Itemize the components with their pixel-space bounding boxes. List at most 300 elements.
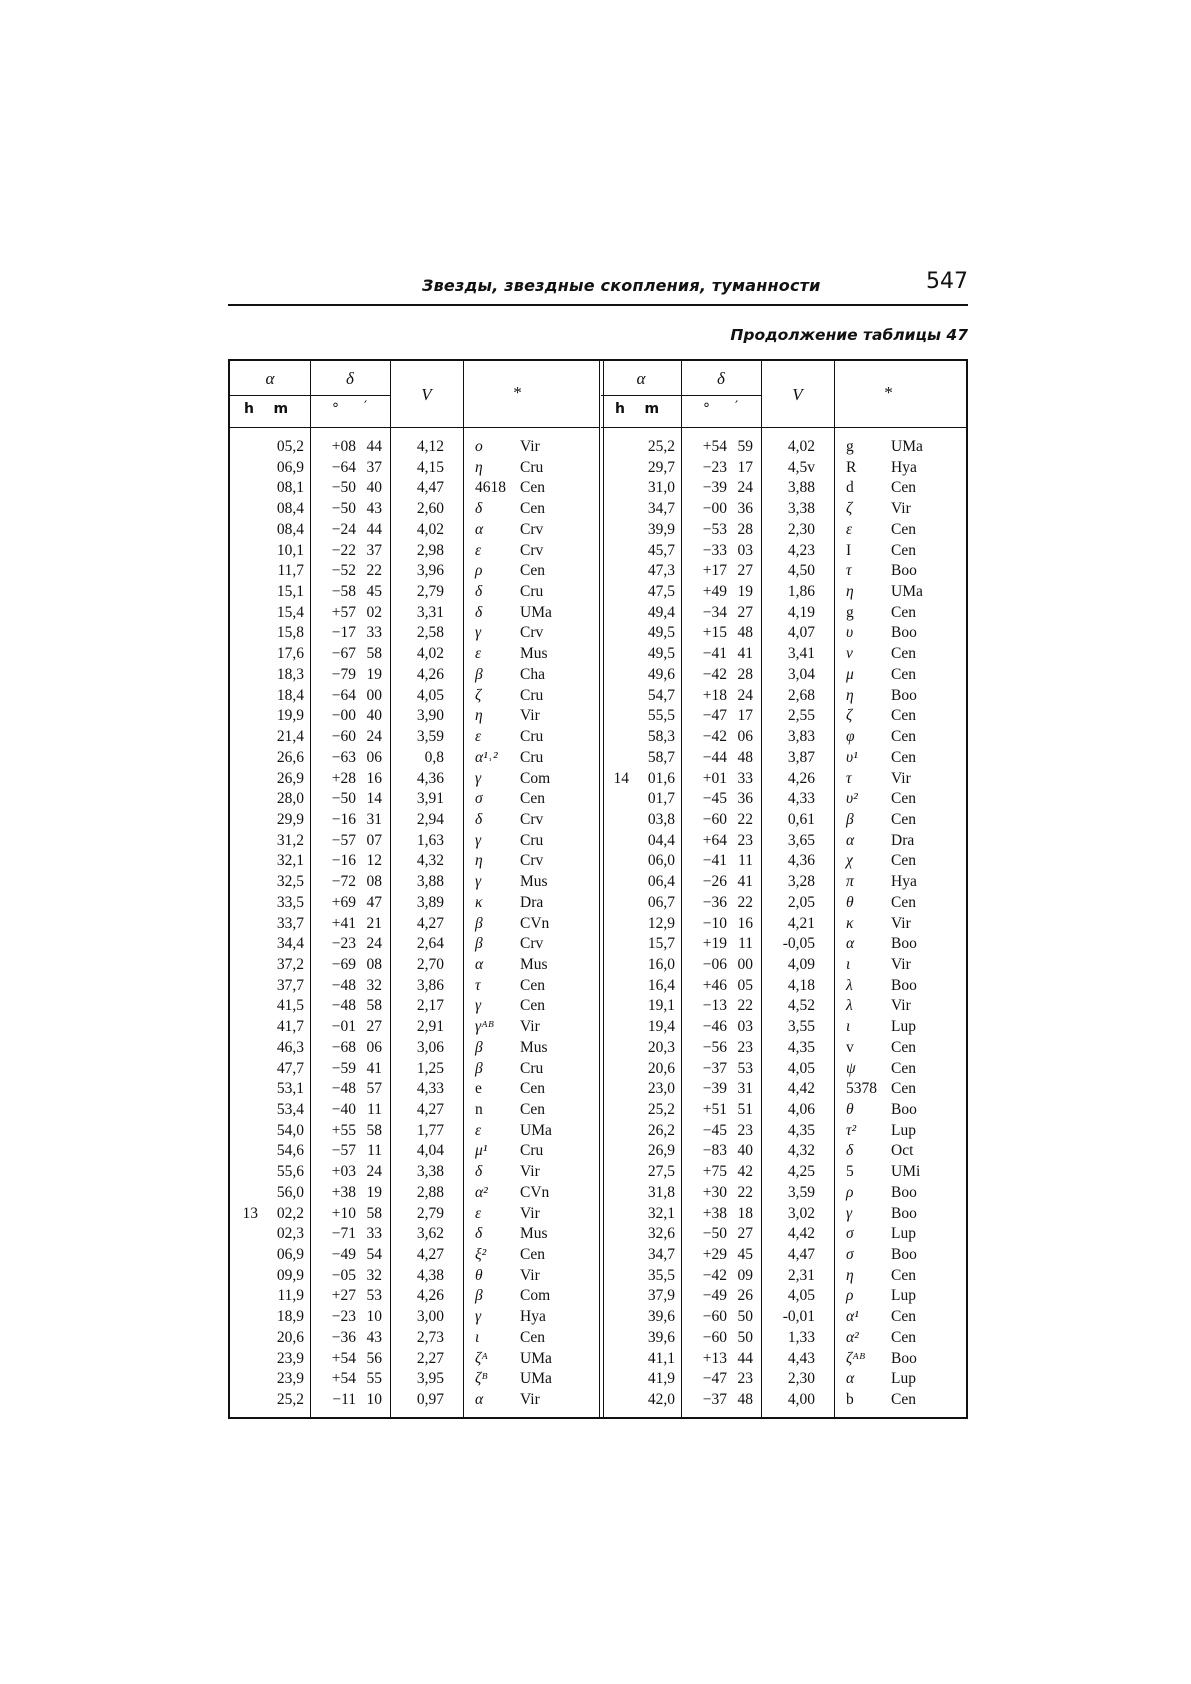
- table-row: [230, 1328, 599, 1349]
- magnitude: 2,05: [787, 893, 815, 911]
- magnitude: 2,58: [416, 624, 444, 642]
- dec-degrees: −34: [702, 603, 727, 621]
- constellation: Cen: [891, 810, 916, 828]
- ra-minutes: 31,8: [647, 1183, 675, 1201]
- ra-minutes: 54,0: [276, 1121, 304, 1139]
- dec-minutes: 10: [366, 1391, 382, 1409]
- ra-minutes: 10,1: [276, 541, 304, 559]
- dec-minutes: 26: [737, 1287, 753, 1305]
- dec-minutes: 23: [737, 1121, 753, 1139]
- constellation: Dra: [520, 893, 544, 911]
- magnitude: 1,77: [416, 1121, 444, 1139]
- star-designation: μ: [846, 665, 854, 683]
- star-designation: ε: [846, 520, 853, 538]
- magnitude: 4,38: [416, 1266, 444, 1284]
- ra-minutes: 39,9: [647, 520, 675, 538]
- ra-minutes: 20,3: [647, 1038, 675, 1056]
- dec-minutes: 58: [366, 997, 382, 1015]
- dec-degrees: −57: [331, 831, 356, 849]
- magnitude: 4,43: [787, 1349, 815, 1367]
- ra-minutes: 25,2: [647, 438, 675, 455]
- dec-degrees: −42: [702, 665, 727, 683]
- constellation: Com: [520, 1287, 551, 1305]
- constellation: Vir: [891, 914, 911, 932]
- ra-minutes: 29,9: [276, 810, 304, 828]
- ra-minutes: 23,0: [647, 1080, 675, 1098]
- magnitude: 3,86: [416, 976, 444, 994]
- dec-minutes: 19: [366, 1183, 382, 1201]
- dec-minute-unit: ′: [364, 399, 368, 415]
- constellation: Cen: [891, 603, 916, 621]
- ra-minutes: 37,2: [276, 955, 304, 973]
- constellation: Cen: [520, 976, 545, 994]
- dec-degrees: −37: [702, 1059, 727, 1077]
- magnitude: 0,97: [416, 1391, 444, 1409]
- page-number: 547: [926, 269, 968, 294]
- dec-minutes: 12: [366, 852, 382, 870]
- table-row: [230, 499, 599, 520]
- ra-minutes: 17,6: [276, 645, 304, 663]
- table-row: [230, 914, 599, 935]
- dec-minutes: 31: [366, 810, 382, 828]
- magnitude: 4,35: [787, 1038, 815, 1056]
- magnitude: 4,33: [416, 1080, 444, 1098]
- dec-degrees: −47: [702, 1370, 727, 1388]
- dec-degrees: +30: [702, 1183, 727, 1201]
- dec-degrees: +49: [702, 583, 727, 601]
- star-designation: γ: [475, 831, 482, 849]
- ra-minutes: 32,6: [647, 1225, 675, 1243]
- dec-minutes: 50: [737, 1308, 753, 1326]
- constellation: Vir: [891, 997, 911, 1015]
- dec-degrees: −49: [702, 1287, 727, 1305]
- constellation: Hya: [891, 873, 917, 891]
- dec-minutes: 16: [737, 914, 753, 932]
- dec-minutes: 32: [366, 976, 382, 994]
- table-row: [601, 1038, 966, 1059]
- magnitude: 4,21: [787, 914, 815, 932]
- constellation: Lup: [891, 1018, 916, 1036]
- table-row: [601, 458, 966, 479]
- star-designation: χ: [846, 852, 853, 870]
- dec-degrees: −23: [331, 935, 356, 953]
- ra-minutes: 26,9: [276, 769, 304, 787]
- ra-minutes: 39,6: [647, 1308, 675, 1326]
- magnitude: 2,98: [416, 541, 444, 559]
- magnitude: 4,26: [416, 1287, 444, 1305]
- dec-minutes: 22: [366, 562, 382, 580]
- constellation: Crv: [520, 935, 544, 953]
- dec-minutes: 24: [366, 935, 382, 953]
- star-designation: ζ: [475, 686, 482, 704]
- magnitude: 3,62: [416, 1225, 444, 1243]
- ra-minutes: 46,3: [276, 1038, 304, 1056]
- star-designation: I: [846, 541, 852, 559]
- constellation: Cen: [891, 748, 916, 766]
- star-table: [228, 359, 968, 1419]
- dec-minutes: 28: [737, 520, 753, 538]
- dec-degrees: −60: [702, 1308, 727, 1326]
- magnitude: 4,02: [416, 645, 444, 663]
- table-row: [230, 748, 599, 769]
- table-row: [601, 1328, 966, 1349]
- table-row: [601, 872, 966, 893]
- star-designation: δ: [475, 810, 483, 828]
- star-designation: δ: [475, 1225, 483, 1243]
- magnitude: 2,79: [416, 583, 444, 601]
- constellation: Lup: [891, 1121, 916, 1139]
- constellation: Crv: [520, 624, 544, 642]
- star-designation: τ²: [846, 1121, 857, 1139]
- ra-minutes: 42,0: [647, 1391, 675, 1409]
- dec-minutes: 22: [737, 893, 753, 911]
- table-row: [230, 810, 599, 831]
- ra-minutes: 19,9: [276, 707, 304, 725]
- table-row: [601, 1204, 966, 1225]
- star-designation: δ: [475, 500, 483, 518]
- magnitude: 2,17: [416, 997, 444, 1015]
- constellation: Cru: [520, 583, 544, 601]
- dec-minute-unit: ′: [735, 399, 739, 415]
- star-designation: ε: [475, 1121, 482, 1139]
- star-designation: τ: [846, 562, 852, 580]
- ra-minutes: 41,1: [647, 1349, 675, 1367]
- dec-degrees: +19: [702, 935, 727, 953]
- table-row: [601, 582, 966, 603]
- magnitude: 3,91: [416, 790, 444, 808]
- star-designation: η: [846, 686, 854, 704]
- dec-degrees: +17: [702, 562, 727, 580]
- ra-minutes: 19,4: [647, 1018, 675, 1036]
- dec-degrees: +54: [702, 438, 727, 455]
- dec-minutes: 41: [737, 645, 753, 663]
- dec-minutes: 45: [737, 1246, 753, 1264]
- constellation: Cen: [520, 562, 545, 580]
- magnitude: 3,65: [787, 831, 815, 849]
- star-designation: ε: [475, 645, 482, 663]
- star-designation: α²: [475, 1183, 488, 1201]
- ra-minutes: 53,1: [276, 1080, 304, 1098]
- magnitude: 4,00: [787, 1391, 815, 1409]
- ra-minutes: 58,3: [647, 728, 675, 746]
- constellation: Mus: [520, 645, 548, 663]
- dec-degrees: +64: [702, 831, 727, 849]
- dec-minutes: 05: [737, 976, 753, 994]
- table-row: [230, 1204, 599, 1225]
- constellation: Com: [520, 769, 551, 787]
- constellation: CVn: [520, 914, 550, 932]
- dec-degrees: −40: [331, 1101, 356, 1118]
- star-designation: η: [846, 1266, 854, 1284]
- magnitude: 1,25: [416, 1059, 444, 1077]
- ra-minutes: 08,1: [276, 479, 304, 497]
- dec-minutes: 27: [366, 1018, 382, 1036]
- constellation: Cen: [891, 790, 916, 808]
- constellation: Vir: [891, 500, 911, 518]
- table-row: [601, 748, 966, 769]
- dec-minutes: 08: [366, 873, 382, 891]
- table-row: [601, 727, 966, 748]
- ra-minutes: 49,6: [647, 665, 675, 683]
- magnitude: 4,26: [416, 665, 444, 683]
- magnitude: -0,05: [782, 935, 815, 953]
- table-row: [230, 872, 599, 893]
- ra-minutes: 32,1: [647, 1204, 675, 1222]
- dec-degrees: −44: [702, 748, 727, 766]
- star-designation: β: [475, 1059, 483, 1077]
- ra-minutes: 16,4: [647, 976, 675, 994]
- ra-units: h m: [615, 401, 660, 417]
- table-row: [230, 582, 599, 603]
- dec-minutes: 43: [366, 1328, 382, 1346]
- star-designation: ψ: [846, 1059, 856, 1077]
- dec-minutes: 33: [737, 769, 753, 787]
- ra-units: h m: [244, 401, 289, 417]
- dec-degrees: −59: [331, 1059, 356, 1077]
- table-row: [230, 1100, 599, 1121]
- table-row: [230, 1390, 599, 1411]
- star-designation: γ: [475, 997, 482, 1015]
- ra-minutes: 04,4: [647, 831, 675, 849]
- dec-minutes: 57: [366, 1080, 382, 1098]
- star-designation: 4618: [475, 479, 506, 497]
- table-row: [230, 603, 599, 624]
- constellation: Vir: [891, 769, 911, 787]
- constellation: Cen: [520, 1328, 545, 1346]
- magnitude: 3,31: [416, 603, 444, 621]
- ra-minutes: 03,8: [647, 810, 675, 828]
- constellation: Boo: [891, 686, 917, 704]
- magnitude: 2,60: [416, 500, 444, 518]
- constellation: UMa: [891, 583, 923, 601]
- magnitude: 3,38: [787, 500, 815, 518]
- star-designation: α: [475, 520, 484, 538]
- magnitude: 3,95: [416, 1370, 444, 1388]
- table-row: [601, 1286, 966, 1307]
- constellation: Cen: [891, 1059, 916, 1077]
- magnitude: 2,55: [787, 707, 815, 725]
- magnitude: 2,31: [787, 1266, 815, 1284]
- magnitude: 4,05: [787, 1059, 815, 1077]
- magnitude: 4,09: [787, 955, 815, 973]
- table-row: [601, 1390, 966, 1411]
- star-designation: σ: [846, 1225, 854, 1243]
- table-row: [601, 1245, 966, 1266]
- ra-minutes: 54,7: [647, 686, 675, 704]
- star-designation: β: [475, 1287, 483, 1305]
- star-designation: ρ: [846, 1183, 854, 1201]
- star-designation: τ: [846, 769, 852, 787]
- ra-minutes: 06,0: [647, 852, 675, 870]
- dec-minutes: 41: [366, 1059, 382, 1077]
- star-designation: R: [846, 458, 857, 476]
- magnitude: 3,59: [416, 728, 444, 746]
- table-row: [230, 623, 599, 644]
- star-designation: κ: [475, 893, 483, 911]
- dec-degrees: +69: [331, 893, 356, 911]
- dec-degrees: −83: [702, 1142, 727, 1160]
- magnitude: 4,52: [787, 997, 815, 1015]
- ra-minutes: 29,7: [647, 458, 675, 476]
- constellation: Boo: [891, 1246, 917, 1264]
- dec-header: δ: [717, 369, 725, 388]
- constellation: UMa: [891, 438, 923, 455]
- dec-minutes: 22: [737, 1183, 753, 1201]
- star-designation: γ: [475, 624, 482, 642]
- star-designation: η: [475, 852, 483, 870]
- dec-degrees: +28: [331, 769, 356, 787]
- dec-degrees: −69: [331, 955, 356, 973]
- table-row: [601, 437, 966, 458]
- magnitude: 4,36: [787, 852, 815, 870]
- ra-minutes: 25,2: [276, 1391, 304, 1409]
- table-row: [601, 914, 966, 935]
- dec-degrees: −60: [331, 728, 356, 746]
- dec-minutes: 51: [737, 1101, 753, 1118]
- constellation: Vir: [520, 1204, 540, 1222]
- magnitude: 3,87: [787, 748, 815, 766]
- table-row: [601, 623, 966, 644]
- star-designation: η: [475, 707, 483, 725]
- table-row: [601, 851, 966, 872]
- dec-minutes: 24: [366, 1163, 382, 1181]
- table-caption: Продолжение таблицы 47: [730, 326, 968, 344]
- star-designation: n: [475, 1101, 483, 1118]
- dec-minutes: 17: [737, 707, 753, 725]
- star-designation: 5: [846, 1163, 854, 1181]
- dec-minutes: 18: [737, 1204, 753, 1222]
- constellation: Cen: [891, 1328, 916, 1346]
- dec-degrees: +51: [702, 1101, 727, 1118]
- table-row: [230, 1141, 599, 1162]
- dec-degrees: +10: [331, 1204, 356, 1222]
- star-designation: β: [475, 914, 483, 932]
- dec-minutes: 44: [737, 1349, 753, 1367]
- magnitude: 2,70: [416, 955, 444, 973]
- magnitude: 4,02: [787, 438, 815, 455]
- dec-minutes: 59: [737, 438, 753, 455]
- magnitude: 3,02: [787, 1204, 815, 1222]
- ra-minutes: 27,5: [647, 1163, 675, 1181]
- constellation: Cen: [520, 1246, 545, 1264]
- ra-minutes: 06,7: [647, 893, 675, 911]
- table-row: [601, 541, 966, 562]
- ra-minutes: 47,5: [647, 583, 675, 601]
- star-designation: α: [475, 1391, 484, 1409]
- star-designation: β: [475, 935, 483, 953]
- ra-minutes: 18,9: [276, 1308, 304, 1326]
- table-row: [230, 665, 599, 686]
- dec-degrees: +54: [331, 1370, 356, 1388]
- dec-degrees: −64: [331, 686, 356, 704]
- table-row: [230, 706, 599, 727]
- star-designation: v: [846, 1038, 854, 1056]
- constellation: Boo: [891, 1183, 917, 1201]
- constellation: Boo: [891, 1204, 917, 1222]
- dec-degrees: +13: [702, 1349, 727, 1367]
- dec-minutes: 48: [737, 1391, 753, 1409]
- magnitude: 1,63: [416, 831, 444, 849]
- dec-minutes: 21: [366, 914, 382, 932]
- magnitude: 3,88: [416, 873, 444, 891]
- constellation: UMa: [520, 1370, 552, 1388]
- star-designation: μ¹: [475, 1142, 488, 1160]
- constellation: UMa: [520, 603, 552, 621]
- magnitude: 3,59: [787, 1183, 815, 1201]
- star-designation: υ: [846, 624, 854, 642]
- magnitude: 4,47: [416, 479, 444, 497]
- constellation: Boo: [891, 935, 917, 953]
- dec-degrees: −58: [331, 583, 356, 601]
- magnitude: 4,06: [787, 1101, 815, 1118]
- star-designation: ζᴬᴮ: [846, 1349, 866, 1367]
- star-designation: g: [846, 603, 854, 621]
- ra-minutes: 28,0: [276, 790, 304, 808]
- ra-minutes: 37,9: [647, 1287, 675, 1305]
- table-row: [601, 706, 966, 727]
- table-row: [230, 934, 599, 955]
- dec-degrees: −39: [702, 1080, 727, 1098]
- star-header: *: [884, 383, 893, 402]
- magnitude: 3,83: [787, 728, 815, 746]
- constellation: Cen: [520, 500, 545, 518]
- dec-degrees: +15: [702, 624, 727, 642]
- ra-minutes: 09,9: [276, 1266, 304, 1284]
- constellation: Cru: [520, 1142, 544, 1160]
- ra-minutes: 15,7: [647, 935, 675, 953]
- star-designation: ι: [475, 1328, 480, 1346]
- table-row: [601, 1162, 966, 1183]
- ra-minutes: 41,9: [647, 1370, 675, 1388]
- table-row: [230, 1183, 599, 1204]
- dec-degrees: +57: [331, 603, 356, 621]
- magnitude: 3,00: [416, 1308, 444, 1326]
- ra-minutes: 33,5: [276, 893, 304, 911]
- constellation: Crv: [520, 541, 544, 559]
- table-row: [230, 1266, 599, 1287]
- ra-minutes: 06,4: [647, 873, 675, 891]
- dec-degrees: −45: [702, 790, 727, 808]
- dec-degrees: −71: [331, 1225, 356, 1243]
- ra-minutes: 32,5: [276, 873, 304, 891]
- dec-minutes: 02: [366, 603, 382, 621]
- ra-minutes: 55,5: [647, 707, 675, 725]
- ra-minutes: 05,2: [276, 438, 304, 455]
- dec-degrees: +75: [702, 1163, 727, 1181]
- table-row: [230, 893, 599, 914]
- magnitude: 4,15: [416, 458, 444, 476]
- magnitude: 4,50: [787, 562, 815, 580]
- magnitude: 3,28: [787, 873, 815, 891]
- dec-degrees: −42: [702, 728, 727, 746]
- ra-minutes: 49,4: [647, 603, 675, 621]
- magnitude: 4,33: [787, 790, 815, 808]
- magnitude: 0,61: [787, 810, 815, 828]
- dec-minutes: 27: [737, 1225, 753, 1243]
- table-row: [230, 1017, 599, 1038]
- constellation: Cen: [891, 541, 916, 559]
- magnitude: 4,26: [787, 769, 815, 787]
- ra-minutes: 34,7: [647, 500, 675, 518]
- magnitude: 4,05: [416, 686, 444, 704]
- constellation: Dra: [891, 831, 915, 849]
- dec-minutes: 08: [366, 955, 382, 973]
- dec-minutes: 48: [737, 748, 753, 766]
- star-designation: σ: [475, 790, 483, 808]
- constellation: CVn: [520, 1183, 550, 1201]
- table-row: [230, 561, 599, 582]
- star-designation: η: [475, 458, 483, 476]
